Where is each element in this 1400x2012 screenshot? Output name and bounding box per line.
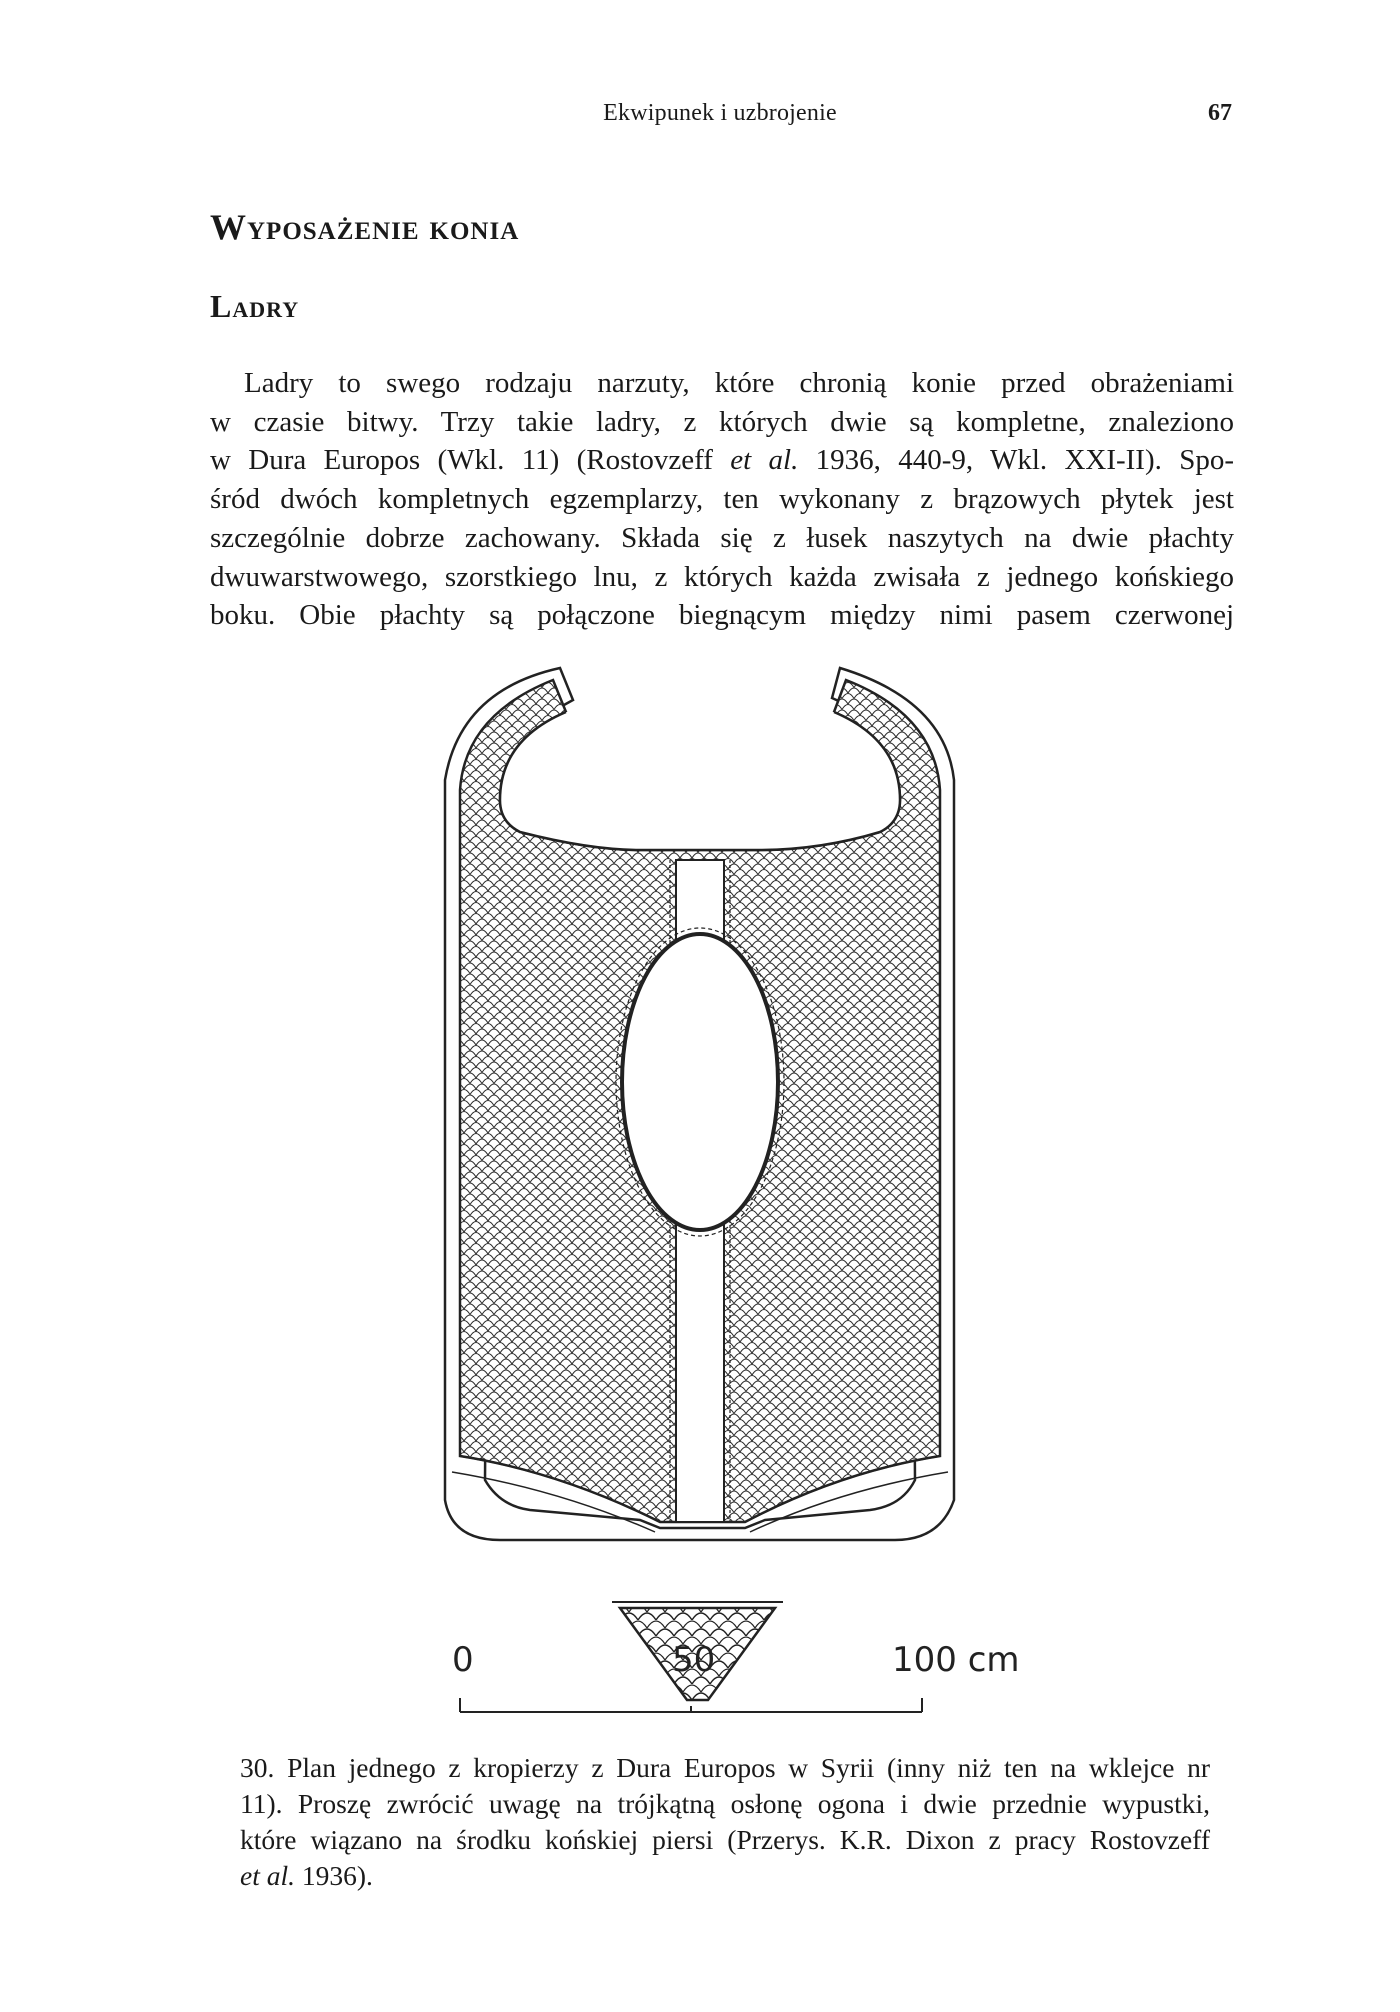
paragraph-line: dwuwarstwowego, szorstkiego lnu, z których każda zwisała z jednego końskiego [210,560,1234,593]
paragraph-line: boku. Obie płachty są połączone biegnącym między nimi pasem czerwonej [210,599,1234,632]
horse-armour-illustration [440,660,960,1710]
scale-line [440,1640,1040,1730]
page-number: 67 [1208,100,1232,126]
caption-line [240,1858,1210,1894]
scale-bar [440,1640,1040,1730]
caption-emphasis: et al. [240,1860,295,1891]
body-paragraph [210,364,1234,635]
paragraph-line: w czasie bitwy. Trzy takie ladry, z których dwie są kompletne, znaleziono [210,405,1234,438]
paragraph-line-emphasis: et al. [730,444,799,477]
paragraph-line-part: w Dura Europos (Wkl. 11) (Rostovzeff [210,444,731,477]
section-title: Wyposażenie konia [210,207,520,247]
horse-armour-drawing [440,660,960,1710]
caption-line: które wiązano na środku końskiej piersi (Przerys. K.R. Dixon z pracy Rostovzeff [240,1824,1210,1855]
caption-line: 11). Proszę zwrócić uwagę na trójkątną osłonę ogona i dwie przednie wypustki, [240,1788,1210,1819]
paragraph-line-part: 1936, 440-9, Wkl. XXI-II). Spo- [798,444,1234,477]
paragraph-line: Ladry to swego rodzaju narzuty, które chronią konie przed obrażeniami [244,367,1234,399]
running-title: Ekwipunek i uzbrojenie [603,100,837,126]
scale-label-hundred: 100 cm [892,1640,1020,1680]
paragraph-line [210,441,1234,480]
caption-line: 30. Plan jednego z kropierzy z Dura Europos w Syrii (inny niż ten na wklejce nr [240,1752,1210,1783]
scale-label-fifty: 50 [672,1640,716,1680]
paragraph-line: szczególnie dobrze zachowany. Składa się z łusek naszytych na dwie płachty [210,521,1234,554]
paragraph-line: śród dwóch kompletnych egzemplarzy, ten wykonany z brązowych płytek jest [210,483,1234,516]
subsection-title: Ladry [210,288,300,324]
scale-label-zero: 0 [452,1640,474,1680]
figure-caption [240,1750,1210,1894]
caption-line-part: 1936). [295,1860,373,1891]
